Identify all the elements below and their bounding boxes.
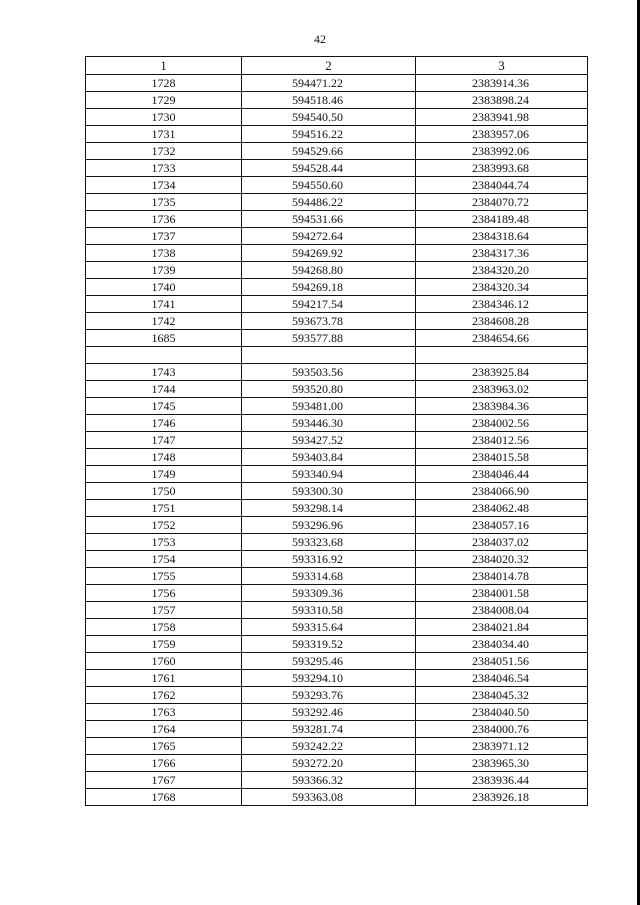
table-row [86,721,588,738]
table-row [86,160,588,177]
y-coordinate-cell: 2384317.36 [416,245,588,262]
point-number-cell: 1753 [86,534,242,551]
table-row [86,177,588,194]
x-coordinate-cell: 593314.68 [242,568,416,585]
point-number-cell: 1738 [86,245,242,262]
column-header-point-number: 1 [86,57,242,75]
x-coordinate-cell: 593281.74 [242,721,416,738]
y-coordinate-cell: 2383992.06 [416,143,588,160]
y-coordinate-cell: 2384008.04 [416,602,588,619]
table-row [86,534,588,551]
table-row [86,653,588,670]
x-coordinate-cell: 594268.80 [242,262,416,279]
table-row [86,92,588,109]
y-coordinate-cell: 2383941.98 [416,109,588,126]
point-number-cell: 1728 [86,75,242,92]
x-coordinate-cell: 594272.64 [242,228,416,245]
point-number-cell: 1751 [86,500,242,517]
point-number-cell: 1739 [86,262,242,279]
point-number-cell: 1760 [86,653,242,670]
point-number-cell: 1764 [86,721,242,738]
table-row [86,602,588,619]
x-coordinate-cell: 594516.22 [242,126,416,143]
point-number-cell: 1765 [86,738,242,755]
x-coordinate-cell: 593363.08 [242,789,416,806]
y-coordinate-cell: 2384070.72 [416,194,588,211]
x-coordinate-cell: 594486.22 [242,194,416,211]
point-number-cell: 1731 [86,126,242,143]
table-row [86,313,588,330]
point-number-cell: 1758 [86,619,242,636]
y-coordinate-cell: 2384057.16 [416,517,588,534]
x-coordinate-cell: 593481.00 [242,398,416,415]
y-coordinate-cell: 2383936.44 [416,772,588,789]
point-number-cell: 1754 [86,551,242,568]
x-coordinate-cell: 593310.58 [242,602,416,619]
table-row [86,772,588,789]
point-number-cell: 1734 [86,177,242,194]
y-coordinate-cell: 2384046.54 [416,670,588,687]
x-coordinate-cell: 593292.46 [242,704,416,721]
table-row [86,228,588,245]
y-coordinate-cell: 2384062.48 [416,500,588,517]
x-coordinate-cell [242,347,416,364]
y-coordinate-cell: 2384037.02 [416,534,588,551]
y-coordinate-cell: 2383993.68 [416,160,588,177]
x-coordinate-cell: 593427.52 [242,432,416,449]
point-number-cell: 1736 [86,211,242,228]
table-row [86,126,588,143]
y-coordinate-cell: 2384044.74 [416,177,588,194]
point-number-cell: 1733 [86,160,242,177]
point-number-cell: 1762 [86,687,242,704]
point-number-cell: 1745 [86,398,242,415]
table-row [86,75,588,92]
table-row [86,483,588,500]
x-coordinate-cell: 594550.60 [242,177,416,194]
table-row [86,381,588,398]
y-coordinate-cell: 2384346.12 [416,296,588,313]
table-body [86,75,588,806]
y-coordinate-cell: 2384320.34 [416,279,588,296]
point-number-cell: 1737 [86,228,242,245]
table-row [86,279,588,296]
y-coordinate-cell: 2384189.48 [416,211,588,228]
point-number-cell: 1748 [86,449,242,466]
y-coordinate-cell: 2384051.56 [416,653,588,670]
y-coordinate-cell: 2384608.28 [416,313,588,330]
table-row [86,449,588,466]
coordinates-table [85,56,588,806]
column-header-x-coordinate: 2 [242,57,416,75]
y-coordinate-cell: 2383984.36 [416,398,588,415]
y-coordinate-cell: 2383925.84 [416,364,588,381]
x-coordinate-cell: 593242.22 [242,738,416,755]
table-row [86,738,588,755]
point-number-cell: 1752 [86,517,242,534]
table-row [86,551,588,568]
table-row [86,330,588,347]
x-coordinate-cell: 594540.50 [242,109,416,126]
point-number-cell: 1729 [86,92,242,109]
point-number-cell: 1685 [86,330,242,347]
point-number-cell: 1732 [86,143,242,160]
y-coordinate-cell: 2384002.56 [416,415,588,432]
point-number-cell: 1756 [86,585,242,602]
x-coordinate-cell: 593340.94 [242,466,416,483]
table-row [86,670,588,687]
x-coordinate-cell: 594531.66 [242,211,416,228]
point-number-cell: 1767 [86,772,242,789]
table-row [86,415,588,432]
x-coordinate-cell: 593296.96 [242,517,416,534]
y-coordinate-cell: 2384020.32 [416,551,588,568]
table-row [86,687,588,704]
point-number-cell: 1742 [86,313,242,330]
y-coordinate-cell: 2384014.78 [416,568,588,585]
table-row [86,296,588,313]
y-coordinate-cell: 2383914.36 [416,75,588,92]
x-coordinate-cell: 593323.68 [242,534,416,551]
point-number-cell: 1741 [86,296,242,313]
y-coordinate-cell: 2384066.90 [416,483,588,500]
point-number-cell: 1755 [86,568,242,585]
table-row [86,755,588,772]
y-coordinate-cell: 2384046.44 [416,466,588,483]
table-row [86,262,588,279]
x-coordinate-cell: 594471.22 [242,75,416,92]
table-row [86,517,588,534]
column-header-y-coordinate: 3 [416,57,588,75]
page-number: 42 [314,32,326,46]
y-coordinate-cell: 2384034.40 [416,636,588,653]
x-coordinate-cell: 593309.36 [242,585,416,602]
point-number-cell: 1735 [86,194,242,211]
x-coordinate-cell: 593403.84 [242,449,416,466]
x-coordinate-cell: 593503.56 [242,364,416,381]
table-row [86,585,588,602]
point-number-cell: 1757 [86,602,242,619]
x-coordinate-cell: 593319.52 [242,636,416,653]
y-coordinate-cell: 2383963.02 [416,381,588,398]
table-row [86,704,588,721]
point-number-cell: 1746 [86,415,242,432]
y-coordinate-cell: 2383957.06 [416,126,588,143]
x-coordinate-cell: 593294.10 [242,670,416,687]
point-number-cell [86,347,242,364]
y-coordinate-cell: 2384001.58 [416,585,588,602]
table-row [86,619,588,636]
table-row [86,211,588,228]
point-number-cell: 1740 [86,279,242,296]
table-row [86,466,588,483]
x-coordinate-cell: 593520.80 [242,381,416,398]
table-row [86,364,588,381]
point-number-cell: 1763 [86,704,242,721]
y-coordinate-cell: 2383965.30 [416,755,588,772]
y-coordinate-cell: 2384318.64 [416,228,588,245]
x-coordinate-cell: 594528.44 [242,160,416,177]
y-coordinate-cell: 2384021.84 [416,619,588,636]
x-coordinate-cell: 593315.64 [242,619,416,636]
x-coordinate-cell: 593673.78 [242,313,416,330]
point-number-cell: 1766 [86,755,242,772]
point-number-cell: 1749 [86,466,242,483]
y-coordinate-cell: 2384654.66 [416,330,588,347]
x-coordinate-cell: 593446.30 [242,415,416,432]
y-coordinate-cell: 2384320.20 [416,262,588,279]
table-row [86,109,588,126]
y-coordinate-cell: 2383971.12 [416,738,588,755]
x-coordinate-cell: 594269.92 [242,245,416,262]
x-coordinate-cell: 593577.88 [242,330,416,347]
table-row [86,500,588,517]
point-number-cell: 1744 [86,381,242,398]
point-number-cell: 1743 [86,364,242,381]
table-row [86,398,588,415]
y-coordinate-cell: 2383898.24 [416,92,588,109]
x-coordinate-cell: 593272.20 [242,755,416,772]
x-coordinate-cell: 594217.54 [242,296,416,313]
y-coordinate-cell: 2384015.58 [416,449,588,466]
x-coordinate-cell: 593366.32 [242,772,416,789]
table-row [86,568,588,585]
x-coordinate-cell: 593293.76 [242,687,416,704]
y-coordinate-cell: 2384000.76 [416,721,588,738]
x-coordinate-cell: 593300.30 [242,483,416,500]
table-row [86,636,588,653]
x-coordinate-cell: 593298.14 [242,500,416,517]
point-number-cell: 1750 [86,483,242,500]
x-coordinate-cell: 594518.46 [242,92,416,109]
table-row [86,347,588,364]
table-row [86,143,588,160]
y-coordinate-cell: 2384040.50 [416,704,588,721]
point-number-cell: 1768 [86,789,242,806]
x-coordinate-cell: 594529.66 [242,143,416,160]
table-row [86,194,588,211]
point-number-cell: 1730 [86,109,242,126]
table-row [86,245,588,262]
table-row [86,789,588,806]
x-coordinate-cell: 594269.18 [242,279,416,296]
table-row [86,432,588,449]
y-coordinate-cell: 2384012.56 [416,432,588,449]
point-number-cell: 1759 [86,636,242,653]
x-coordinate-cell: 593295.46 [242,653,416,670]
y-coordinate-cell: 2383926.18 [416,789,588,806]
point-number-cell: 1747 [86,432,242,449]
table-header-row [86,57,588,75]
y-coordinate-cell [416,347,588,364]
x-coordinate-cell: 593316.92 [242,551,416,568]
point-number-cell: 1761 [86,670,242,687]
y-coordinate-cell: 2384045.32 [416,687,588,704]
